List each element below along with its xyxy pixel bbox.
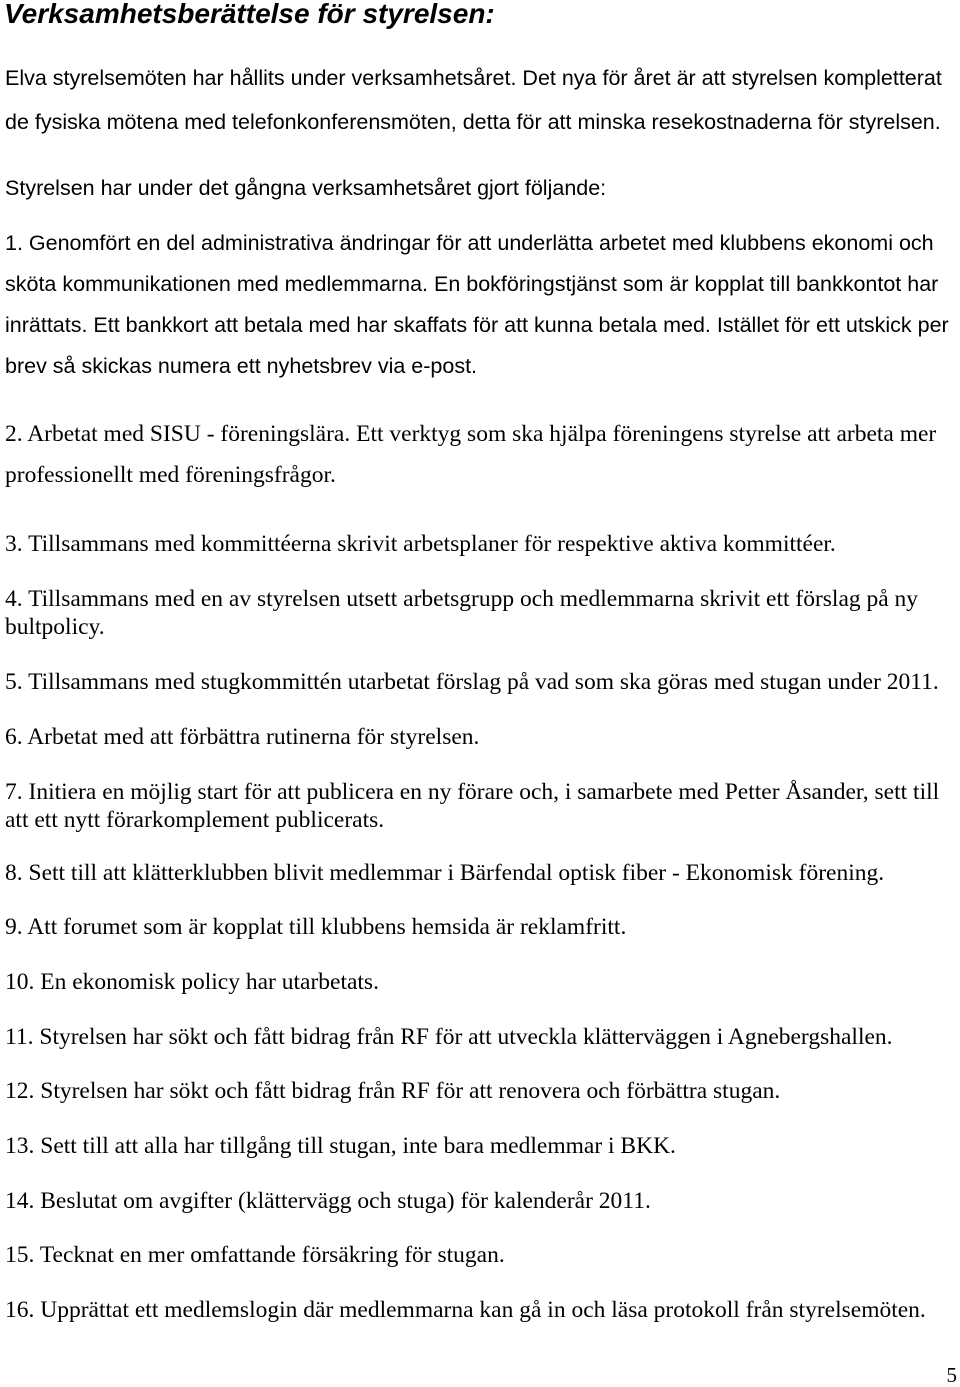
list-item-1 bbox=[5, 223, 949, 387]
item-text-line: 2. Arbetat med SISU - föreningslära. Ett verktyg som ska hjälpa föreningens styrelse att arbeta mer bbox=[5, 421, 937, 447]
list-item-14 bbox=[5, 1187, 651, 1215]
list-item-15 bbox=[5, 1241, 505, 1269]
item-text-line: 10. En ekonomisk policy har utarbetats. bbox=[5, 969, 379, 995]
item-text-line: 6. Arbetat med att förbättra rutinerna för styrelsen. bbox=[5, 724, 480, 750]
item-text-line: 13. Sett till att alla har tillgång till stugan, inte bara medlemmar i BKK. bbox=[5, 1133, 676, 1159]
list-item-8 bbox=[5, 859, 884, 887]
intro-line: Elva styrelsemöten har hållits under verksamhetsåret. Det nya för året är att styrelsen kompletterat bbox=[5, 66, 942, 90]
item-text-line: 1. Genomfört en del administrativa ändringar för att underlätta arbetet med klubbens ekonomi och bbox=[5, 231, 934, 255]
item-text-line: 4. Tillsammans med en av styrelsen utsett arbetsgrupp och medlemmarna skrivit ett förslag på ny bbox=[5, 586, 919, 612]
list-item-5 bbox=[5, 668, 939, 696]
list-item-9 bbox=[5, 913, 626, 941]
item-text-line: 9. Att forumet som är kopplat till klubbens hemsida är reklamfritt. bbox=[5, 914, 627, 940]
list-item-6 bbox=[5, 723, 479, 751]
list-item-7 bbox=[5, 778, 939, 834]
item-text-line: 7. Initiera en möjlig start för att publicera en ny förare och, i samarbete med Petter Åsander, sett till bbox=[5, 779, 940, 805]
item-text-line: sköta kommunikationen med medlemmarna. En bokföringstjänst som är kopplat till bankkontot har bbox=[5, 272, 939, 296]
item-text-line: 11. Styrelsen har sökt och fått bidrag från RF för att utveckla klätterväggen i Agnebergshallen. bbox=[5, 1024, 893, 1050]
item-text-line: inrättats. Ett bankkort att betala med har skaffats för att kunna betala med. Istället för ett utskick per bbox=[5, 313, 949, 337]
item-text-line: 15. Tecknat en mer omfattande försäkring för stugan. bbox=[5, 1242, 505, 1268]
item-text-line: 3. Tillsammans med kommittéerna skrivit arbetsplaner för respektive aktiva kommittéer. bbox=[5, 531, 836, 557]
page-number: 5 bbox=[946, 1363, 957, 1387]
item-text-line: 16. Upprättat ett medlemslogin där medlemmarna kan gå in och läsa protokoll från styrelsemöten. bbox=[5, 1297, 926, 1323]
item-text-line: brev så skickas numera ett nyhetsbrev via e-post. bbox=[5, 354, 478, 378]
list-item-12 bbox=[5, 1077, 780, 1105]
list-item-11 bbox=[5, 1023, 893, 1051]
list-item-10 bbox=[5, 968, 379, 996]
item-text-line: 5. Tillsammans med stugkommittén utarbetat förslag på vad som ska göras med stugan under 2011. bbox=[5, 669, 939, 695]
item-text-line: bultpolicy. bbox=[5, 614, 105, 640]
list-item-4 bbox=[5, 585, 918, 641]
item-text-line: 8. Sett till att klätterklubben blivit medlemmar i Bärfendal optisk fiber - Ekonomisk förening. bbox=[5, 860, 885, 886]
intro-paragraph bbox=[5, 56, 942, 144]
list-item-2 bbox=[5, 414, 936, 496]
item-text-line: 12. Styrelsen har sökt och fått bidrag från RF för att renovera och förbättra stugan. bbox=[5, 1078, 781, 1104]
page-title: Verksamhetsberättelse för styrelsen: bbox=[4, 0, 495, 29]
item-text-line: 14. Beslutat om avgifter (klättervägg och stuga) för kalenderår 2011. bbox=[5, 1188, 651, 1214]
item-text-line: att ett nytt förarkomplement publicerats. bbox=[5, 807, 385, 833]
item-text-line: professionellt med föreningsfrågor. bbox=[5, 462, 336, 488]
list-item-16 bbox=[5, 1296, 926, 1324]
list-item-13 bbox=[5, 1132, 676, 1160]
list-lead-text: Styrelsen har under det gångna verksamhetsåret gjort följande: bbox=[5, 176, 607, 200]
intro-line: de fysiska mötena med telefonkonferensmöten, detta för att minska resekostnaderna för styrelsen. bbox=[5, 110, 941, 134]
list-item-3 bbox=[5, 530, 836, 558]
